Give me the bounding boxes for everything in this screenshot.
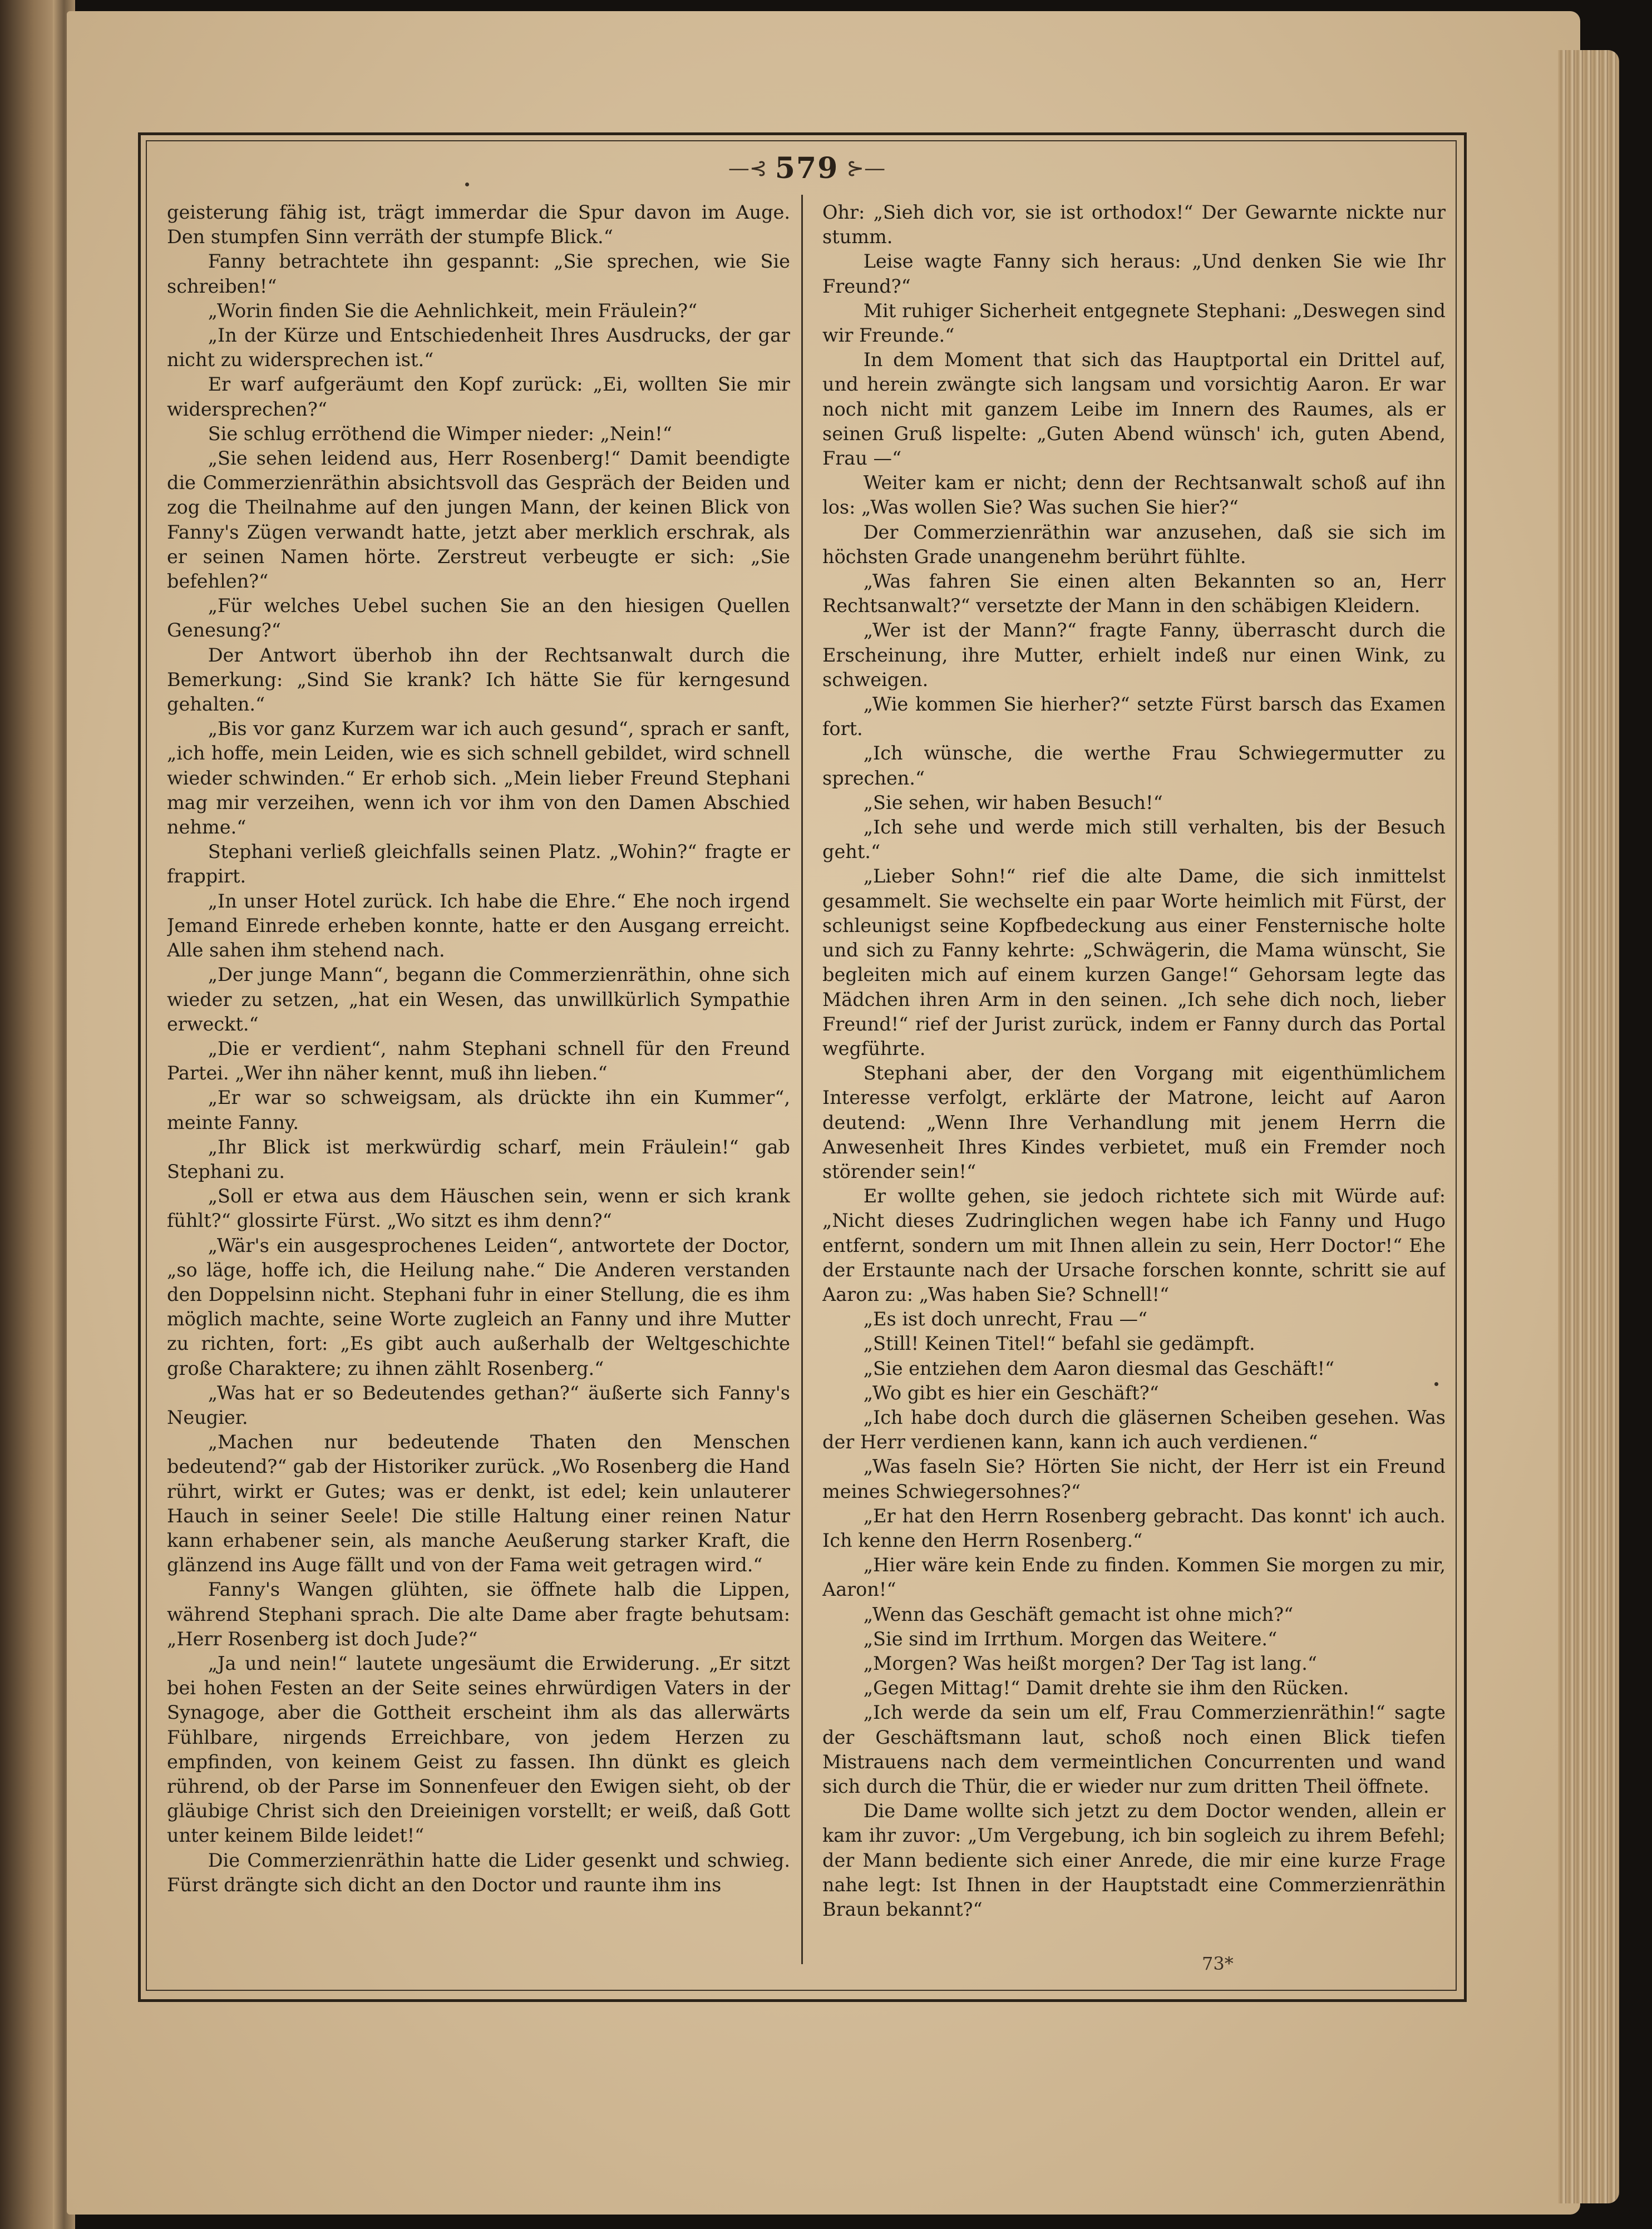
paragraph: „Lieber Sohn!“ rief die alte Dame, die sich inmittelst gesammelt. Sie wechselte ein paar Worte heimlich mit Fürst, der schleunigst seine Kopfbedeckung aus einer Fensternische holte und sich zu Fanny kehrte: „Schwägerin, die Mama wünscht, Sie begleiten mich auf einem kurzen Gange!“ Gehorsam legte das Mädchen ihren Arm in den seinen. „Ich sehe dich noch, lieber Freund!“ rief der Jurist zurück, indem er Fanny durch das Portal wegführte. <box>822 865 1446 1059</box>
paragraph: „Ihr Blick ist merkwürdig scharf, mein Fräulein!“ gab Stephani zu. <box>167 1136 790 1182</box>
paragraph: In dem Moment that sich das Hauptportal ein Drittel auf, und herein zwängte sich langsam und vorsichtig Aaron. Er war noch nicht mit ganzem Leibe im Innern des Raumes, als er seinen Gruß lispelte: „Guten Abend wünsch' ich, guten Abend, Frau —“ <box>822 349 1446 470</box>
paragraph: Er wollte gehen, sie jedoch richtete sich mit Würde auf: „Nicht dieses Zudringlichen wegen habe ich Fanny und Hugo entfernt, sondern um mit Ihnen allein zu sein, Herr Doctor!“ Ehe der Erstaunte nach der Ursache forschen konnte, schritt sie auf Aaron zu: „Was haben Sie? Schnell!“ <box>822 1185 1446 1305</box>
paragraph: „Soll er etwa aus dem Häuschen sein, wenn er sich krank fühlt?“ glossirte Fürst. „Wo sitzt es ihm denn?“ <box>167 1185 790 1232</box>
page-number: 579 <box>775 151 839 185</box>
paragraph: „Gegen Mittag!“ Damit drehte sie ihm den Rücken. <box>863 1677 1349 1699</box>
paragraph: „Sie sind im Irrthum. Morgen das Weitere.“ <box>863 1628 1278 1650</box>
paragraph: „Morgen? Was heißt morgen? Der Tag ist lang.“ <box>863 1652 1317 1674</box>
paragraph: „Sie entziehen dem Aaron diesmal das Geschäft!“ <box>863 1357 1335 1379</box>
paragraph: Die Dame wollte sich jetzt zu dem Doctor wenden, allein er kam ihr zuvor: „Um Vergebung, ich bin sogleich zu ihrem Befehl; der Mann bediente sich einer Anrede, die mir eine kurze Frage nahe legt: Ist Ihnen in der Hauptstadt eine Commerzienräthin Braun bekannt?“ <box>822 1800 1446 1921</box>
column-divider <box>801 195 803 1964</box>
paragraph: Mit ruhiger Sicherheit entgegnete Stephani: „Deswegen sind wir Freunde.“ <box>822 299 1446 347</box>
paragraph: „Was fahren Sie einen alten Bekannten so an, Herr Rechtsanwalt?“ versetzte der Mann in den schäbigen Kleidern. <box>822 570 1446 617</box>
paragraph: „Ich wünsche, die werthe Frau Schwiegermutter zu sprechen.“ <box>822 742 1446 789</box>
paragraph: geisterung fähig ist, trägt immerdar die Spur davon im Auge. Den stumpfen Sinn verräth der stumpfe Blick.“ <box>167 201 790 248</box>
left-text-column <box>167 200 790 1964</box>
paragraph: „Worin finden Sie die Aehnlichkeit, mein Fräulein?“ <box>208 299 698 322</box>
header-ornament-right: ⊱— <box>846 156 886 180</box>
right-text-column <box>822 200 1446 1964</box>
page-stack-edge <box>1558 50 1619 2203</box>
paragraph: „Wer ist der Mann?“ fragte Fanny, überrascht durch die Erscheinung, ihre Mutter, erhielt indeß nur einen Wink, zu schweigen. <box>822 619 1446 691</box>
paragraph: „Ja und nein!“ lautete ungesäumt die Erwiderung. „Er sitzt bei hohen Festen an der Seite seines ehrwürdigen Vaters in der Synagoge, aber die Gottheit erscheint ihm als das allerwärts Fühlbare, nirgends Erreichbare, von jedem Herzen zu empfinden, von keinem Geist zu fassen. Ihn dünkt es gleich rührend, ob der Parse im Sonnenfeuer den Ewigen sieht, ob der gläubige Christ sich den Dreieinigen vorstellt; er weiß, daß Gott unter keinem Bilde leidet!“ <box>167 1652 790 1847</box>
paragraph: „Der junge Mann“, begann die Commerzienräthin, ohne sich wieder zu setzen, „hat ein Wesen, das unwillkürlich Sympathie erweckt.“ <box>167 964 790 1035</box>
paragraph: Er warf aufgeräumt den Kopf zurück: „Ei, wollten Sie mir widersprechen?“ <box>167 373 790 420</box>
paragraph: „Wär's ein ausgesprochenes Leiden“, antwortete der Doctor, „so läge, hoffe ich, die Heilung nahe.“ Die Anderen verstanden den Doppelsinn nicht. Stephani fuhr in einer Stellung, die es ihm möglich machte, seine Worte zugleich an Fanny und ihre Mutter zu richten, fort: „Es gibt auch außerhalb der Weltgeschichte große Charaktere; zu ihnen zählt Rosenberg.“ <box>167 1234 790 1379</box>
paragraph: Sie schlug erröthend die Wimper nieder: „Nein!“ <box>208 422 672 445</box>
print-speck <box>465 183 469 186</box>
paragraph: Ohr: „Sieh dich vor, sie ist orthodox!“ Der Gewarnte nickte nur stumm. <box>822 201 1446 248</box>
header-ornament-left: —⊰ <box>728 156 767 180</box>
paragraph: „Ich habe doch durch die gläsernen Scheiben gesehen. Was der Herr verdienen kann, kann ich auch verdienen.“ <box>822 1406 1446 1453</box>
paragraph: Stephani verließ gleichfalls seinen Platz. „Wohin?“ fragte er frappirt. <box>167 841 790 887</box>
signature-mark: 73* <box>1202 1953 1234 1974</box>
paragraph: „In der Kürze und Entschiedenheit Ihres Ausdrucks, der gar nicht zu widersprechen ist.“ <box>167 324 790 371</box>
paragraph: „Für welches Uebel suchen Sie an den hiesigen Quellen Genesung?“ <box>167 595 790 642</box>
paragraph: „Bis vor ganz Kurzem war ich auch gesund“, sprach er sanft, „ich hoffe, mein Leiden, wie es sich schnell gebildet, wird schnell wieder schwinden.“ Er erhob sich. „Mein lieber Freund Stephani mag mir verzeihen, wenn ich vor ihm von den Damen Abschied nehme.“ <box>167 718 790 839</box>
paragraph: „Ich werde da sein um elf, Frau Commerzienräthin!“ sagte der Geschäftsmann laut, schoß noch einen Blick tiefen Mistrauens nach dem vermeintlichen Concurrenten und wand sich durch die Thür, die er wieder nur zum dritten Theil öffnete. <box>822 1702 1446 1797</box>
paragraph: „Er war so schweigsam, als drückte ihn ein Kummer“, meinte Fanny. <box>167 1087 790 1133</box>
paragraph: „Machen nur bedeutende Thaten den Menschen bedeutend?“ gab der Historiker zurück. „Wo Rosenberg die Hand rührt, wirkt er Gutes; was er denkt, ist edel; kein unlauterer Hauch in seiner Seele! Die stille Haltung einer reinen Natur kann erhabener sein, als manche Aeußerung starker Kraft, die glänzend ins Auge fällt und von der Fama weit getragen wird.“ <box>167 1431 790 1576</box>
paragraph: „Hier wäre kein Ende zu finden. Kommen Sie morgen zu mir, Aaron!“ <box>822 1554 1446 1601</box>
paragraph: „Ich sehe und werde mich still verhalten, bis der Besuch geht.“ <box>822 816 1446 863</box>
paragraph: „Still! Keinen Titel!“ befahl sie gedämpft. <box>863 1333 1255 1355</box>
paragraph: Fanny betrachtete ihn gespannt: „Sie sprechen, wie Sie schreiben!“ <box>167 250 790 297</box>
paragraph: „Es ist doch unrecht, Frau —“ <box>863 1308 1148 1330</box>
paragraph: „Wo gibt es hier ein Geschäft?“ <box>863 1382 1159 1404</box>
paragraph: „Was hat er so Bedeutendes gethan?“ äußerte sich Fanny's Neugier. <box>167 1382 790 1428</box>
paragraph: Der Antwort überhob ihn der Rechtsanwalt durch die Bemerkung: „Sind Sie krank? Ich hätte Sie für kerngesund gehalten.“ <box>167 644 790 716</box>
paragraph: „Was faseln Sie? Hörten Sie nicht, der Herr ist ein Freund meines Schwiegersohnes?“ <box>822 1456 1446 1502</box>
paragraph: „Sie sehen leidend aus, Herr Rosenberg!“ Damit beendigte die Commerzienräthin absichtsvoll das Gespräch der Beiden und zog die Theilnahme auf den jungen Mann, der keinen Blick von Fanny's Zügen verwandt hatte, jetzt aber merklich erschrak, als er seinen Namen hörte. Zerstreut verbeugte er sich: „Sie befehlen?“ <box>167 447 790 593</box>
paragraph: Die Commerzienräthin hatte die Lider gesenkt und schwieg. Fürst drängte sich dicht an den Doctor und raunte ihm ins <box>167 1849 790 1896</box>
page-header <box>668 146 946 190</box>
paragraph: Stephani aber, der den Vorgang mit eigenthümlichem Interesse verfolgt, erklärte der Matrone, leicht auf Aaron deutend: „Wenn Ihre Verhandlung mit jenem Herrn die Anwesenheit Ihres Kindes verbietet, muß ein Fremder noch störender sein!“ <box>822 1062 1446 1182</box>
paragraph: „Er hat den Herrn Rosenberg gebracht. Das konnt' ich auch. Ich kenne den Herrn Rosenberg.“ <box>822 1505 1446 1551</box>
paragraph: „In unser Hotel zurück. Ich habe die Ehre.“ Ehe noch irgend Jemand Einrede erheben konnte, hatte er den Ausgang erreicht. Alle sahen ihm stehend nach. <box>167 890 790 961</box>
paragraph: Leise wagte Fanny sich heraus: „Und denken Sie wie Ihr Freund?“ <box>822 250 1446 297</box>
paragraph: „Sie sehen, wir haben Besuch!“ <box>863 791 1163 813</box>
paragraph: Der Commerzienräthin war anzusehen, daß sie sich im höchsten Grade unangenehm berührt fühlte. <box>822 521 1446 568</box>
paragraph: „Wenn das Geschäft gemacht ist ohne mich?“ <box>863 1603 1294 1625</box>
paragraph: Weiter kam er nicht; denn der Rechtsanwalt schoß auf ihn los: „Was wollen Sie? Was suchen Sie hier?“ <box>822 472 1446 519</box>
previous-page-edge <box>0 0 61 2229</box>
paragraph: „Die er verdient“, nahm Stephani schnell für den Freund Partei. „Wer ihn näher kennt, muß ihn lieben.“ <box>167 1037 790 1084</box>
print-speck <box>1434 1382 1438 1386</box>
paragraph: Fanny's Wangen glühten, sie öffnete halb die Lippen, während Stephani sprach. Die alte Dame aber fragte behutsam: „Herr Rosenberg ist doch Jude?“ <box>167 1579 790 1650</box>
paragraph: „Wie kommen Sie hierher?“ setzte Fürst barsch das Examen fort. <box>822 693 1446 740</box>
